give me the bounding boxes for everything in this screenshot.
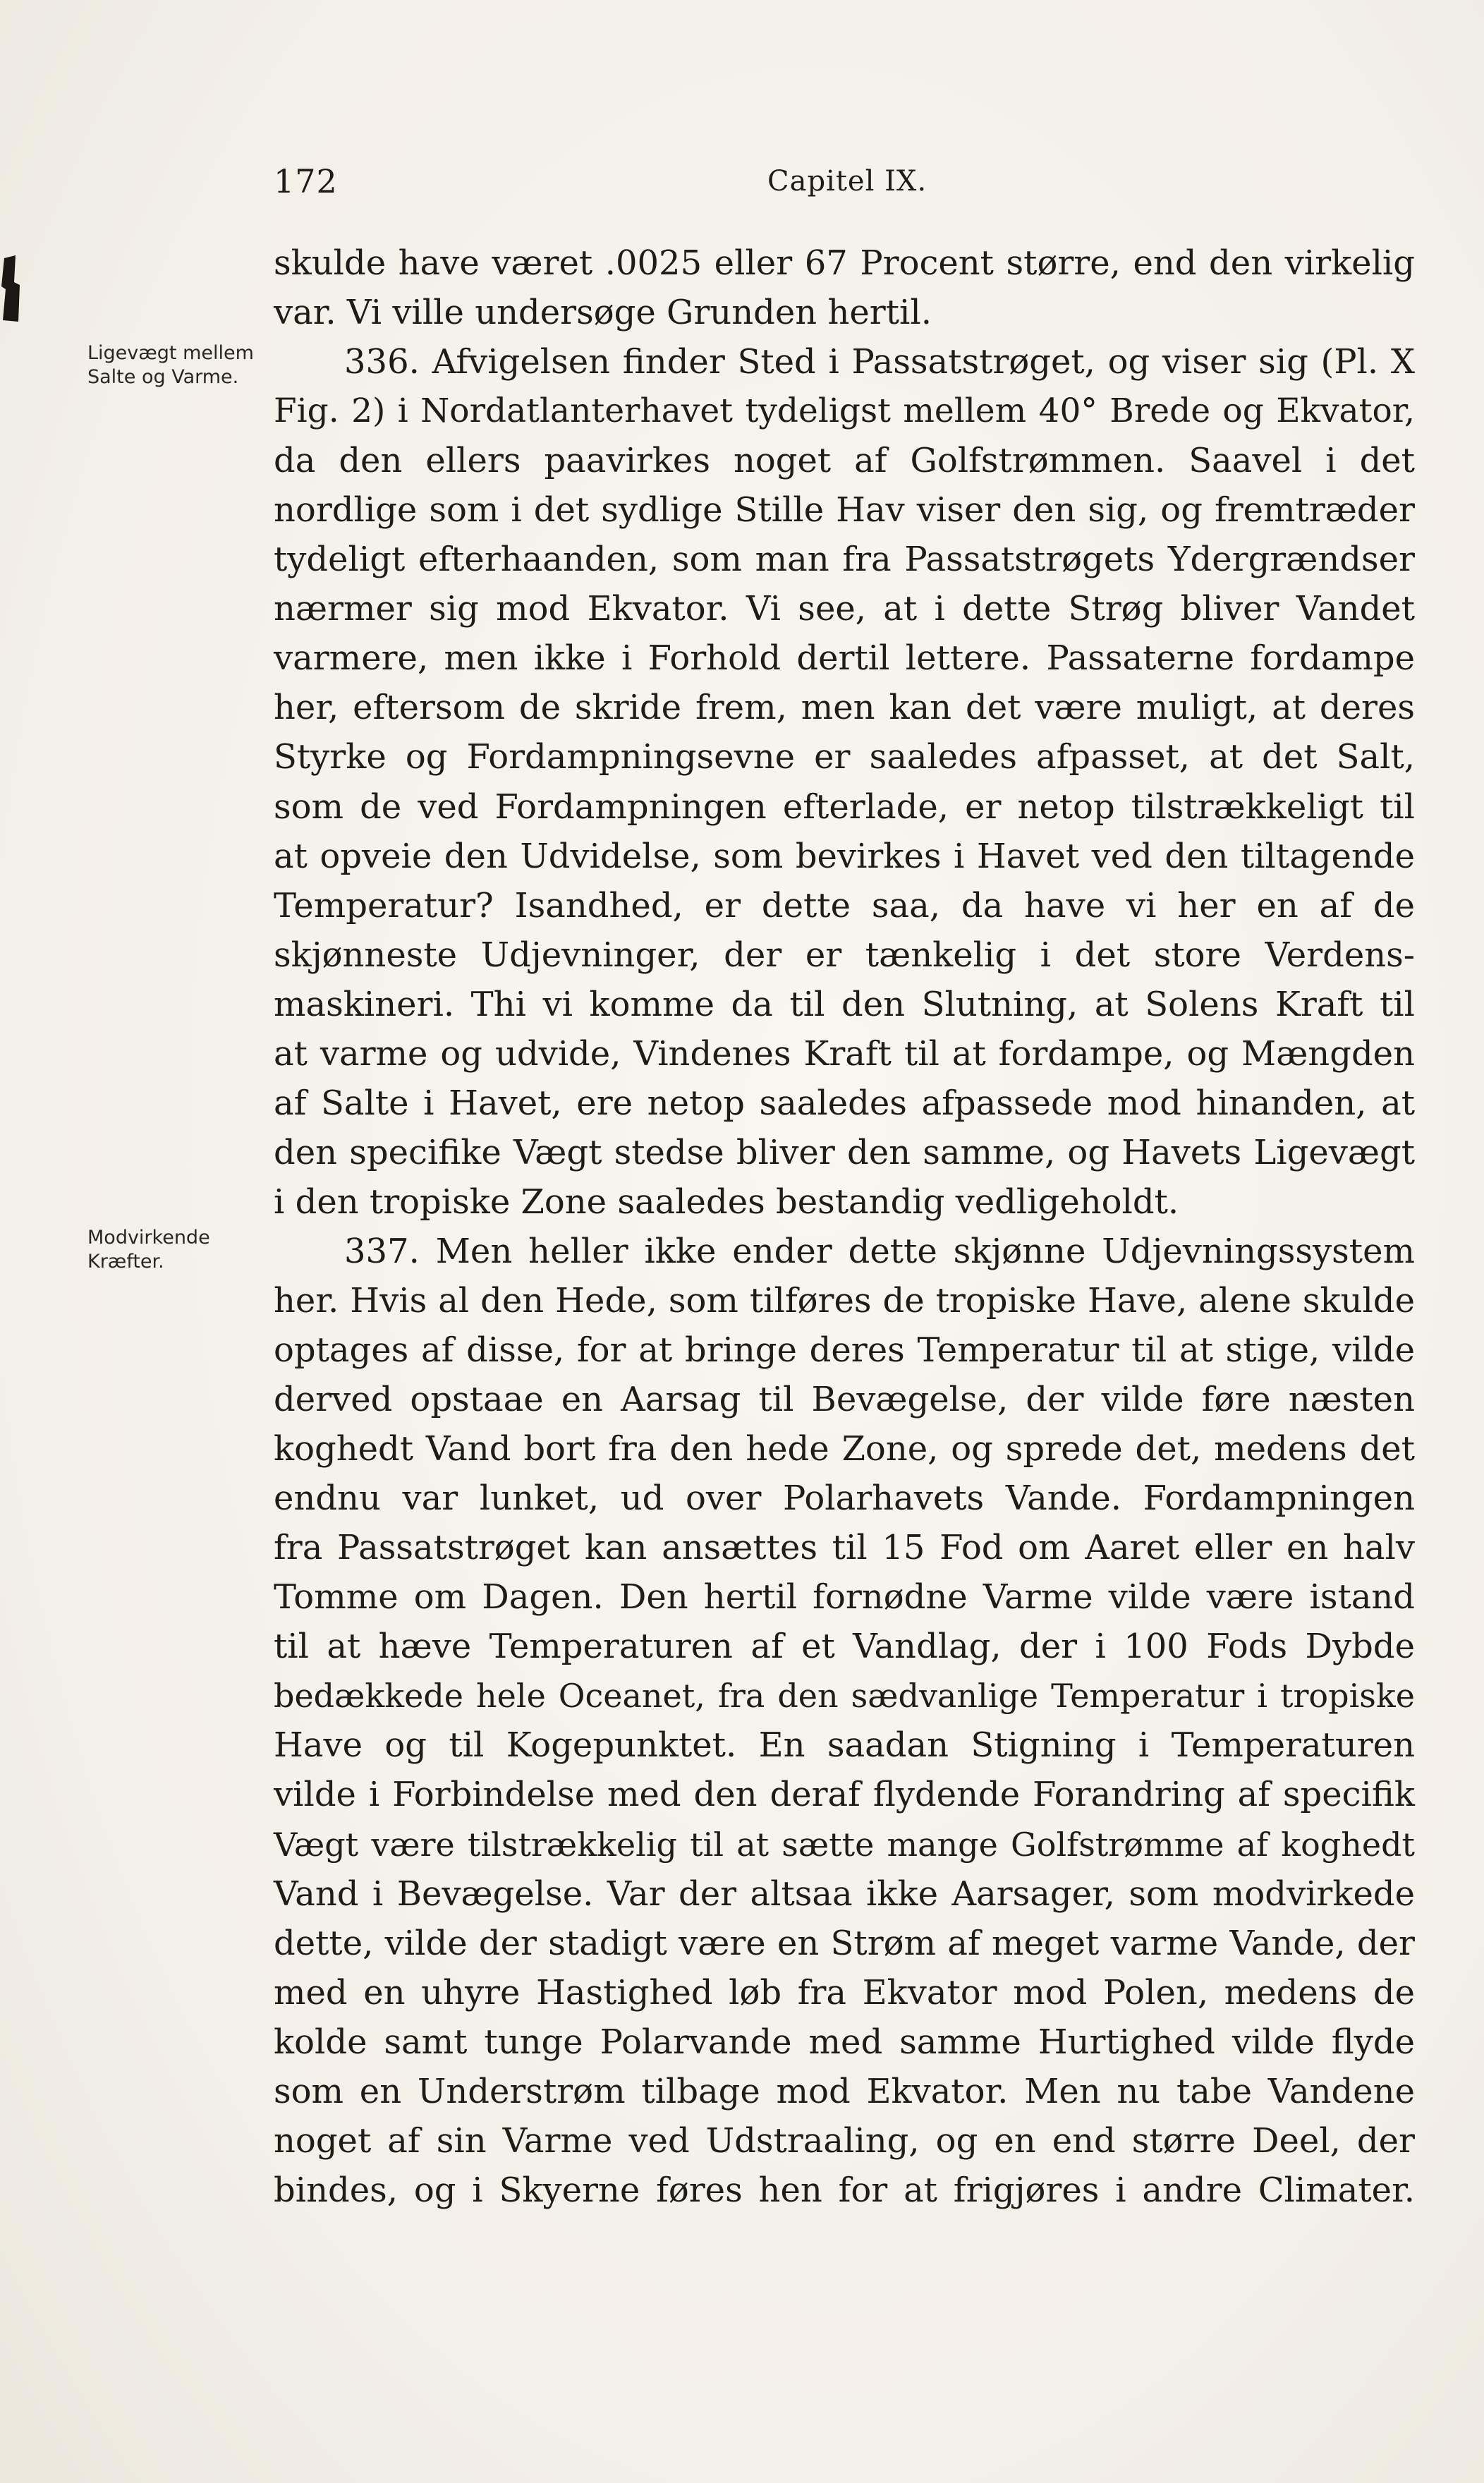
- text-line: da den ellers paavirkes noget af Golfstrømmen. Saavel i det: [274, 441, 1415, 481]
- sidenote-counter-forces: Modvirkende Kræfter.: [87, 1227, 210, 1273]
- text-line: tydeligt efterhaanden, som man fra Passatstrøgets Ydergrændser: [274, 540, 1415, 580]
- text-line: bedækkede hele Oceanet, fra den sædvanlige Temperatur i tropiske: [274, 1677, 1415, 1716]
- text-line: maskineri. Thi vi komme da til den Slutning, at Solens Kraft til: [274, 984, 1415, 1024]
- text-line: skulde have været .0025 eller 67 Procent større, end den virkelig: [274, 243, 1415, 283]
- text-line: Have og til Kogepunktet. En saadan Stigning i Temperaturen: [274, 1725, 1415, 1766]
- sidenote-equilibrium: Ligevægt mellem Salte og Varme.: [87, 342, 254, 388]
- text-line: at opveie den Udvidelse, som bevirkes i Havet ved den tiltagende: [274, 836, 1415, 876]
- text-line: vilde i Forbindelse med den deraf flydende Forandring af specifik: [274, 1775, 1415, 1815]
- text-line: som de ved Fordampningen efterlade, er netop tilstrækkeligt til: [274, 787, 1415, 827]
- body-text: [274, 238, 1415, 2215]
- text-line: Fig. 2) i Nordatlanterhavet tydeligst mellem 40° Brede og Ekvator,: [274, 391, 1415, 431]
- text-line: koghedt Vand bort fra den hede Zone, og sprede det, medens det: [274, 1429, 1415, 1469]
- text-line: Vand i Bevægelse. Var der altsaa ikke Aarsager, som modvirkede: [274, 1874, 1415, 1914]
- text-line: her. Hvis al den Hede, som tilføres de tropiske Have, alene skulde: [274, 1280, 1415, 1321]
- text-line: fra Passatstrøget kan ansættes til 15 Fod om Aaret eller en halv: [274, 1528, 1415, 1568]
- text-line: varmere, men ikke i Forhold dertil lettere. Passaterne fordampe: [274, 638, 1415, 679]
- text-line: noget af sin Varme ved Udstraaling, og en end større Deel, der: [274, 2120, 1415, 2161]
- text-line: Vægt være tilstrækkelig til at sætte mange Golfstrømme af koghedt: [274, 1825, 1415, 1864]
- page-number: 172: [274, 162, 338, 200]
- text-line: Temperatur? Isandhed, er dette saa, da have vi her en af de: [274, 885, 1415, 925]
- paragraph-336-start: 336. Afvigelsen finder Sted i Passatstrøget, og viser sig (Pl. X: [344, 342, 1415, 382]
- paragraph-337-start: 337. Men heller ikke ender dette skjønne Udjevningssystem: [344, 1231, 1415, 1271]
- text-line: i den tropiske Zone saaledes bestandig vedligeholdt.: [274, 1182, 1179, 1222]
- margin-ink-mark: [0, 254, 24, 324]
- text-line: Styrke og Fordampningsevne er saaledes afpasset, at det Salt,: [274, 737, 1415, 777]
- text-line: bindes, og i Skyerne føres hen for at frigjøres i andre Climater.: [274, 2170, 1415, 2210]
- text-line: kolde samt tunge Polarvande med samme Hurtighed vilde flyde: [274, 2022, 1415, 2062]
- text-line: Tomme om Dagen. Den hertil fornødne Varme vilde være istand: [274, 1577, 1415, 1617]
- text-line: til at hæve Temperaturen af et Vandlag, der i 100 Fods Dybde: [274, 1627, 1415, 1667]
- text-line: nærmer sig mod Ekvator. Vi see, at i dette Strøg bliver Vandet: [274, 589, 1415, 629]
- running-head: Capitel IX.: [767, 165, 928, 198]
- text-line: nordlige som i det sydlige Stille Hav viser den sig, og fremtræder: [274, 490, 1415, 530]
- text-line: som en Understrøm tilbage mod Ekvator. Men nu tabe Vandene: [274, 2071, 1415, 2111]
- page-header: [274, 157, 1416, 206]
- text-line: med en uhyre Hastighed løb fra Ekvator mod Polen, medens de: [274, 1972, 1415, 2012]
- text-line: var. Vi ville undersøge Grunden hertil.: [274, 293, 932, 333]
- text-line: endnu var lunket, ud over Polarhavets Vande. Fordampningen: [274, 1479, 1415, 1519]
- text-line: skjønneste Udjevninger, der er tænkelig i det store Verdens-: [274, 935, 1415, 975]
- text-line: dette, vilde der stadigt være en Strøm af meget varme Vande, der: [274, 1923, 1415, 1963]
- text-line: derved opstaae en Aarsag til Bevægelse, der vilde føre næsten: [274, 1380, 1415, 1420]
- text-line: af Salte i Havet, ere netop saaledes afpassede mod hinanden, at: [274, 1083, 1415, 1123]
- text-line: den specifike Vægt stedse bliver den samme, og Havets Ligevægt: [274, 1132, 1415, 1172]
- text-line: her, eftersom de skride frem, men kan det være muligt, at deres: [274, 688, 1415, 728]
- text-line: optages af disse, for at bringe deres Temperatur til at stige, vilde: [274, 1330, 1415, 1371]
- text-line: at varme og udvide, Vindenes Kraft til at fordampe, og Mængden: [274, 1033, 1415, 1074]
